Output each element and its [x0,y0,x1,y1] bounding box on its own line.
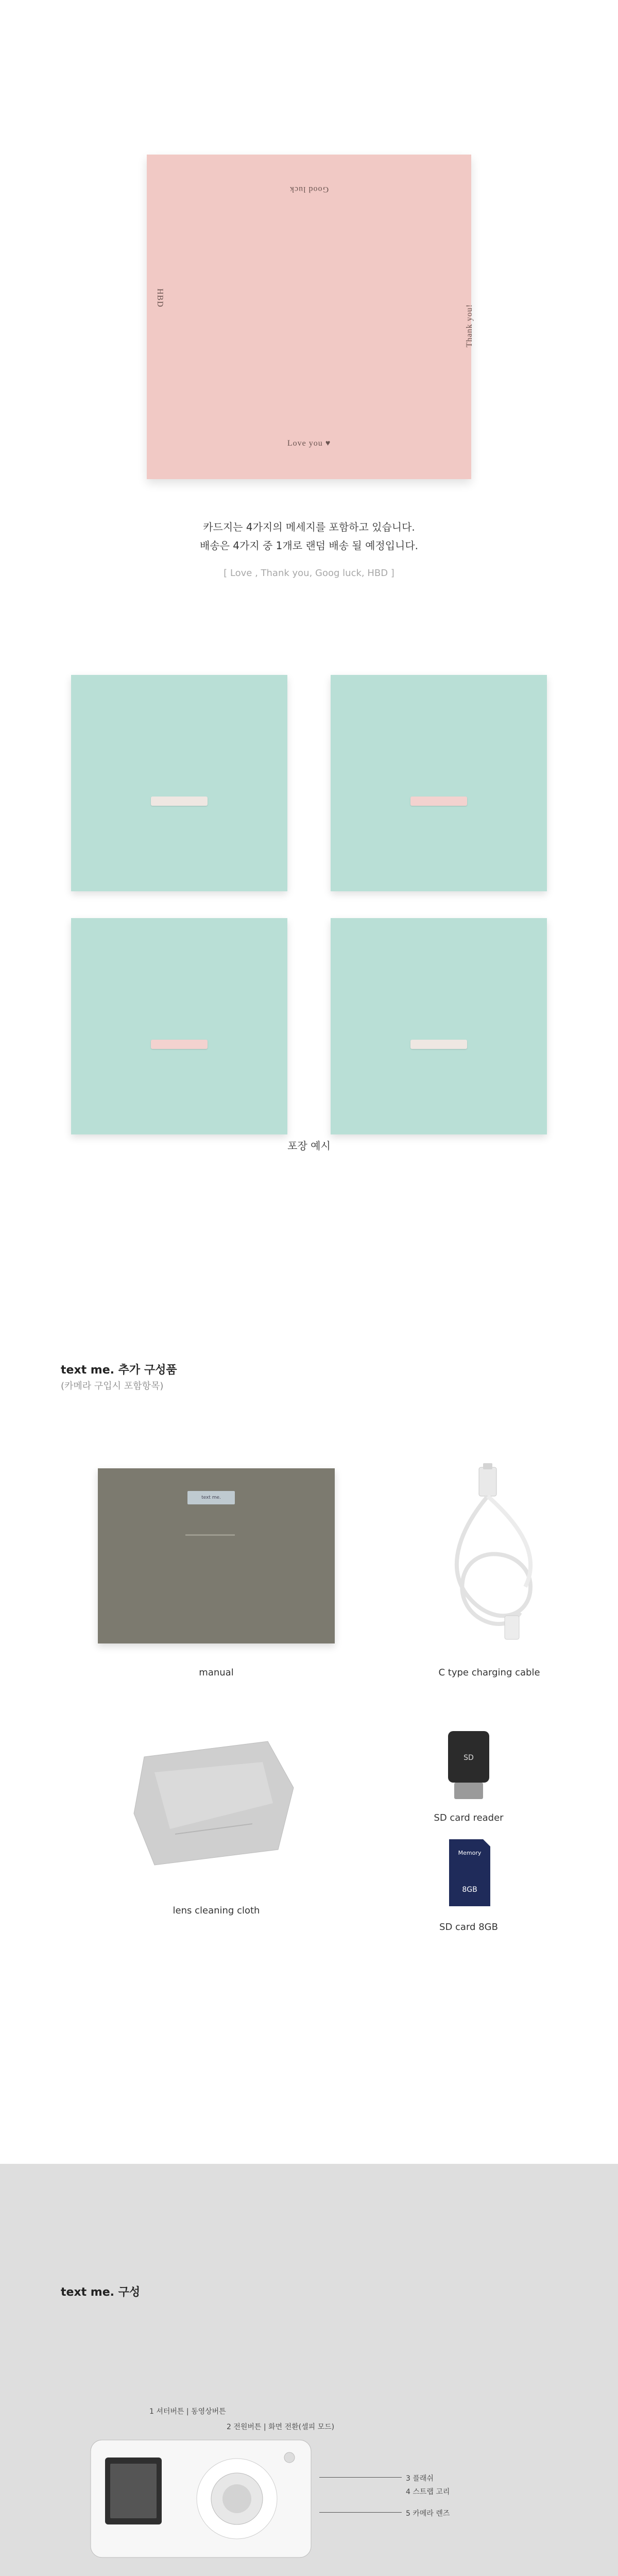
parts-title: text me. 구성 [61,2286,141,2299]
card-word-bottom: Love you ♥ [287,439,331,448]
components-section [0,1252,618,2164]
package-label [151,796,208,806]
manual-line [185,1534,235,1536]
sd-reader-icon [433,1726,505,1803]
package-label [410,796,467,806]
leader-line [319,2512,402,2513]
message-card [147,155,474,479]
package-example-3 [71,918,287,1134]
cable-icon [402,1463,577,1649]
sd-size-text: 8GB [462,1886,477,1894]
cable-label: C type charging cable [438,1667,540,1678]
cloth-label: lens cleaning cloth [173,1905,260,1916]
callout-1: 1 셔터버튼 | 동영상버튼 [149,2408,226,2416]
sdcard-label: SD card 8GB [439,1922,498,1933]
card-section [0,0,618,654]
cleaning-cloth-icon [98,1726,335,1880]
parts-section [0,2164,618,2576]
card-description-2: 배송은 4가지 중 1개로 랜덤 배송 될 예정입니다. [199,539,419,552]
callout-5: 5 카메라 렌즈 [406,2510,450,2518]
card-options: [ Love , Thank you, Goog luck, HBD ] [224,568,394,579]
reader-text: SD [464,1754,474,1762]
card-word-top: Good luck [289,185,329,194]
package-example-4 [331,918,547,1134]
callout-3: 3 플래쉬 [406,2475,434,2483]
package-label [410,1040,467,1049]
sd-card-icon [439,1834,501,1911]
callout-2: 2 전원버튼 | 화면 전환(셀피 모드) [227,2423,335,2431]
components-subtitle: (카메라 구입시 포함항목) [61,1381,164,1392]
package-example-1 [71,675,287,891]
callout-4: 4 스트랩 고리 [406,2488,450,2496]
reader-label: SD card reader [434,1812,504,1823]
sd-brand-text: Memory [458,1850,482,1856]
card-word-left: HBD [156,289,164,308]
manual-tag: text me. [187,1491,235,1504]
manual-image [98,1468,335,1643]
card-word-right: Thank you! [465,304,474,348]
package-section [0,654,618,1252]
package-example-2 [331,675,547,891]
manual-label: manual [199,1667,234,1678]
leader-line [319,2477,402,2478]
package-caption: 포장 예시 [287,1140,331,1152]
card-description-1: 카드지는 4가지의 메세지를 포함하고 있습니다. [203,521,415,533]
camera-front-image [88,2437,314,2561]
components-title: text me. 추가 구성품 [61,1364,177,1377]
package-label [151,1040,208,1049]
